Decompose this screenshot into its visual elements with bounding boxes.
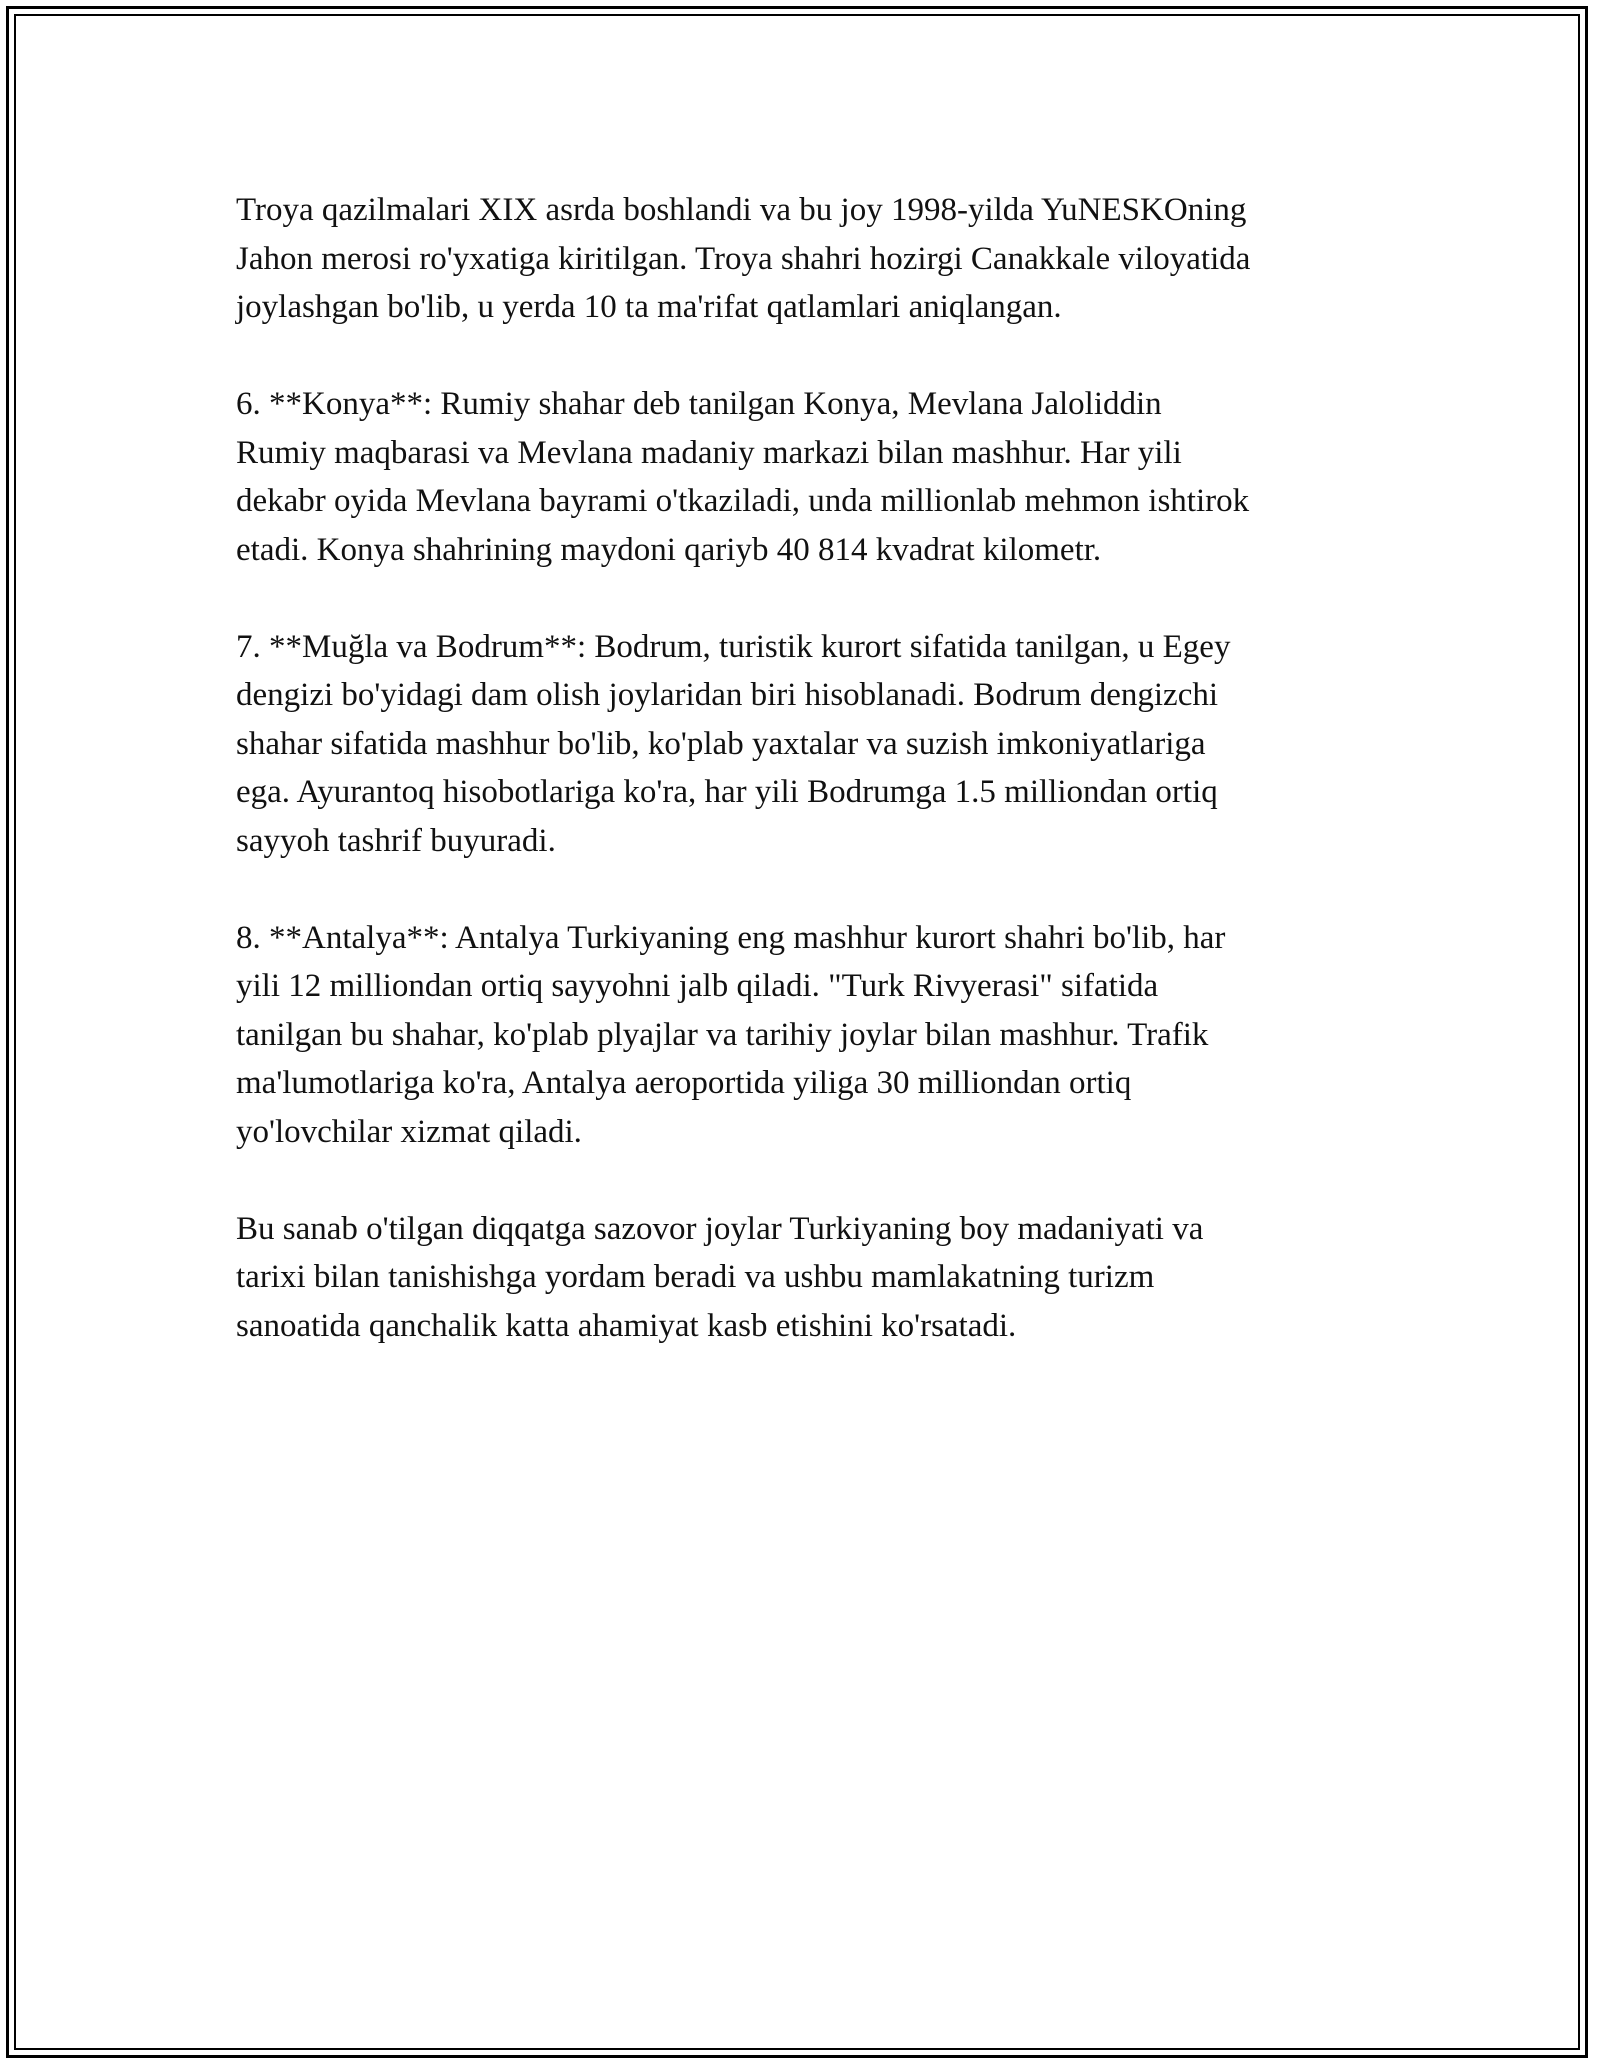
paragraph-mugla-bodrum: 7. **Muğla va Bodrum**: Bodrum, turistik kurort sifatida tanilgan, u Egey dengizi bo'yidagi dam olish joylaridan biri hisoblanadi. Bodrum dengizchi shahar sifatida mashhur bo'lib, ko'plab yaxtalar va suzish imkoniyatlariga ega. Ayurantoq hisobotlariga ko'ra, har yili Bodrumga 1.5 milliondan ortiq sayyoh tashrif buyuradi. [236, 628, 1231, 859]
paragraph-conclusion: Bu sanab o'tilgan diqqatga sazovor joylar Turkiyaning boy madaniyati va tarixi bilan tanishishga yordam beradi va ushbu mamlakatning turizm sanoatida qanchalik katta ahamiyat kasb etishini ko'rsatadi. [236, 1210, 1204, 1344]
paragraph-konya: 6. **Konya**: Rumiy shahar deb tanilgan Konya, Mevlana Jaloliddin Rumiy maqbarasi va Mevlana madaniy markazi bilan mashhur. Har yili dekabr oyida Mevlana bayrami o'tkaziladi, unda millionlab mehmon ishtirok etadi. Konya shahrining maydoni qariyb 40 814 kvadrat kilometr. [236, 386, 1250, 568]
document-body [236, 186, 1386, 1399]
paragraph-antalya: 8. **Antalya**: Antalya Turkiyaning eng mashhur kurort shahri bo'lib, har yili 12 milliondan ortiq sayyohni jalb qiladi. "Turk Rivyerasi" sifatida tanilgan bu shahar, ko'plab plyajlar va tarihiy joylar bilan mashhur. Trafik ma'lumotlariga ko'ra, Antalya aeroportida yiliga 30 milliondan ortiq yo'lovchilar xizmat qiladi. [236, 919, 1226, 1150]
paragraph-troya: Troya qazilmalari XIX asrda boshlandi va bu joy 1998-yilda YuNESKOning Jahon merosi ro'yxatiga kiritilgan. Troya shahri hozirgi Canakkale viloyatida joylashgan bo'lib, u yerda 10 ta ma'rifat qatlamlari aniqlangan. [236, 192, 1251, 325]
